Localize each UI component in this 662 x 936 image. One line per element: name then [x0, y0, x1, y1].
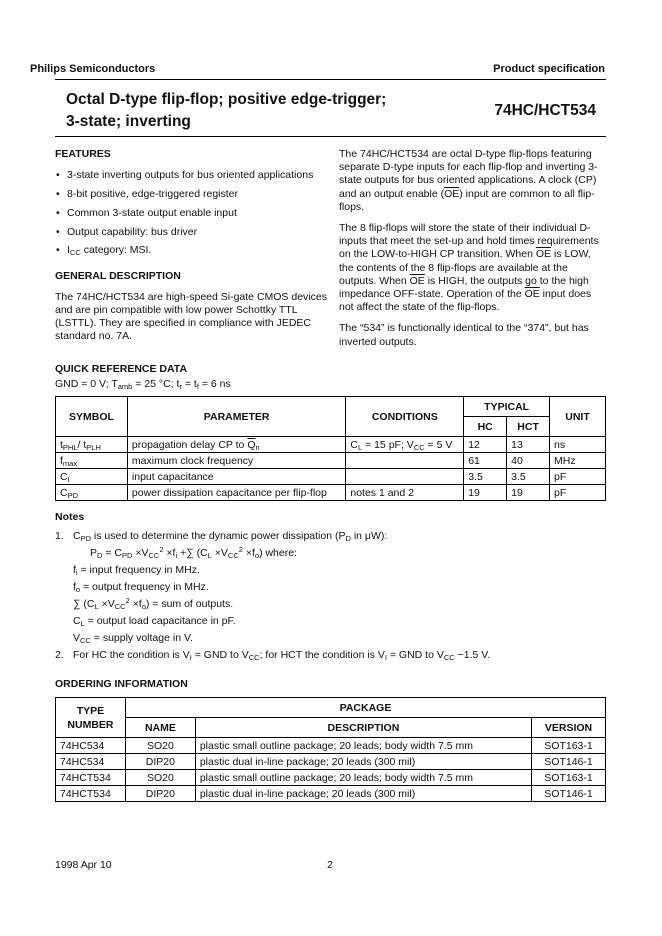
- description-cell: plastic small outline package; 20 leads; body width 7.5 mm: [195, 770, 531, 786]
- ordering-table: [55, 697, 606, 802]
- note-def-cl: $C_L$ = output load capacitance in pF.: [73, 615, 236, 628]
- header-rule: [55, 79, 606, 80]
- type-cell: 74HC534: [56, 754, 126, 770]
- parameter-cell: input capacitance: [127, 469, 345, 485]
- conditions-cell: [346, 453, 464, 469]
- symbol-cell: $t_{PHL}/$ $t_{PLH}$: [56, 437, 128, 453]
- feature-item: • 8-bit positive, edge-triggered register: [55, 188, 327, 201]
- name-cell: DIP20: [125, 786, 195, 802]
- unit-cell: ns: [550, 437, 606, 453]
- general-description-text: The 74HC/HCT534 are high-speed Si-gate CMOS devices and are pin compatible with low power Schottky TTL (LSTTL). They are specified in compliance with JEDEC standard no. 7A.: [55, 290, 327, 343]
- symbol-cell: $C_{PD}$: [56, 485, 128, 501]
- title-rule: [55, 136, 606, 137]
- hc-cell: 61: [464, 453, 507, 469]
- feature-item: • $I_{CC}$ category: MSI.: [55, 244, 327, 257]
- col-hct: HCT: [507, 417, 550, 437]
- quick-reference-table: [55, 396, 606, 501]
- description-cell: plastic dual in-line package; 20 leads (300 mil): [195, 754, 531, 770]
- col-package: PACKAGE: [125, 698, 605, 718]
- title-line-1: Octal D-type flip-flop; positive edge-trigger;: [66, 91, 387, 108]
- qrd-heading: QUICK REFERENCE DATA: [55, 363, 188, 375]
- conditions-cell: [346, 469, 464, 485]
- note-def-fi: $f_i$ = input frequency in MHz.: [73, 564, 200, 577]
- version-cell: SOT163-1: [532, 738, 606, 754]
- type-cell: 74HC534: [56, 738, 126, 754]
- feature-item: • 3-state inverting outputs for bus oriented applications: [55, 169, 327, 182]
- unit-cell: MHz: [550, 453, 606, 469]
- parameter-cell: maximum clock frequency: [127, 453, 345, 469]
- note-2: 2. For HC the condition is $V_I$ = GND to $V_{CC}$; for HCT the condition is $V_I$ = GND to $V_{CC} -1.5$ V.: [55, 649, 491, 662]
- table-row: [56, 754, 606, 770]
- notes-heading: Notes: [55, 511, 85, 523]
- hct-cell: 19: [507, 485, 550, 501]
- hc-cell: 19: [464, 485, 507, 501]
- col-symbol: SYMBOL: [56, 397, 128, 437]
- type-cell: 74HCT534: [56, 770, 126, 786]
- name-cell: SO20: [125, 738, 195, 754]
- name-cell: SO20: [125, 770, 195, 786]
- type-cell: 74HCT534: [56, 786, 126, 802]
- col-typical: TYPICAL: [464, 397, 550, 417]
- parameter-cell: propagation delay CP to $\overline{Q}_n$: [127, 437, 345, 453]
- col-parameter: PARAMETER: [127, 397, 345, 437]
- features-list: [55, 169, 327, 257]
- table-row: [56, 453, 606, 469]
- col-conditions: CONDITIONS: [346, 397, 464, 437]
- description-paragraph-1: The 74HC/HCT534 are octal D-type flip-flops featuring separate D-type inputs for each flip-flop and inverting 3-state outputs for bus oriented applications. A clock (CP) and an output enable $(\overline{OE})$ input are common to all flip-flops.: [339, 148, 598, 213]
- feature-item: • Common 3-state output enable input: [55, 207, 327, 220]
- note-def-fo: $f_o$ = output frequency in MHz.: [73, 581, 209, 594]
- symbol-cell: $f_{max}$: [56, 453, 128, 469]
- header-company: Philips Semiconductors: [30, 63, 156, 75]
- name-cell: DIP20: [125, 754, 195, 770]
- conditions-cell: notes 1 and 2: [346, 485, 464, 501]
- notes-section: [55, 509, 606, 664]
- version-cell: SOT146-1: [532, 786, 606, 802]
- col-description: DESCRIPTION: [195, 718, 531, 738]
- unit-cell: pF: [550, 485, 606, 501]
- description-cell: plastic small outline package; 20 leads; body width 7.5 mm: [195, 738, 531, 754]
- features-heading: FEATURES: [55, 148, 111, 160]
- feature-item: • Output capability: bus driver: [55, 226, 327, 239]
- conditions-cell: $C_L = 15$ pF; $V_{CC} = 5$ V: [346, 437, 464, 453]
- unit-cell: pF: [550, 469, 606, 485]
- qrd-conditions: GND = 0 V; $T_{amb} = 25$ °C; $t_r = t_f = 6$ ns: [55, 378, 231, 391]
- parameter-cell: power dissipation capacitance per flip-flop: [127, 485, 345, 501]
- general-description-heading: GENERAL DESCRIPTION: [55, 269, 181, 282]
- description-paragraph-2: The 8 flip-flops will store the state of their individual D-inputs that meet the set-up and hold times requirements on the LOW-to-HIGH CP transition. When $\overline{OE}$ is LOW, the contents of the 8 flip-flops are available at the outputs. When $\overline{OE}$ is HIGH, the outputs go to the high impedance OFF-state. Operation of the $\overline{OE}$ input does not affect the state of the flip-flops.: [339, 222, 599, 314]
- hc-cell: 3.5: [464, 469, 507, 485]
- col-version: VERSION: [532, 718, 606, 738]
- table-row: [56, 770, 606, 786]
- note-def-sum: ∑ $(C_L \times V_{CC}^2 \times f_o)$ = sum of outputs.: [73, 596, 234, 611]
- note-def-vcc: $V_{CC}$ = supply voltage in V.: [73, 632, 193, 645]
- col-hc: HC: [464, 417, 507, 437]
- header-doc-type: Product specification: [493, 63, 605, 75]
- description-cell: plastic dual in-line package; 20 leads (300 mil): [195, 786, 531, 802]
- version-cell: SOT146-1: [532, 754, 606, 770]
- footer-date: 1998 Apr 10: [55, 859, 112, 871]
- ordering-heading: ORDERING INFORMATION: [55, 678, 188, 690]
- col-name: NAME: [125, 718, 195, 738]
- version-cell: SOT163-1: [532, 770, 606, 786]
- note-1: 1. $C_{PD}$ is used to determine the dynamic power dissipation ($P_D$ in μW):: [55, 530, 388, 543]
- title-line-2: 3-state; inverting: [66, 113, 191, 130]
- col-type-number: TYPE NUMBER: [56, 698, 126, 738]
- hct-cell: 3.5: [507, 469, 550, 485]
- part-number: 74HC/HCT534: [494, 102, 596, 119]
- table-row: [56, 437, 606, 453]
- table-row: [56, 485, 606, 501]
- left-column: [55, 148, 327, 352]
- right-column: [339, 148, 607, 357]
- note-formula: $P_D = C_{PD} \times V_{CC}^2 \times f_i$ +∑ $(C_L \times V_{CC}^2 \times f_o)$ where:: [90, 545, 297, 560]
- footer-page-number: 2: [327, 859, 333, 871]
- symbol-cell: $C_I$: [56, 469, 128, 485]
- hct-cell: 40: [507, 453, 550, 469]
- table-row: [56, 786, 606, 802]
- description-paragraph-3: The “534” is functionally identical to the “374”, but has inverted outputs.: [339, 322, 589, 348]
- hc-cell: 12: [464, 437, 507, 453]
- col-unit: UNIT: [550, 397, 606, 437]
- hct-cell: 13: [507, 437, 550, 453]
- page-title: [66, 89, 386, 133]
- table-row: [56, 738, 606, 754]
- table-row: [56, 469, 606, 485]
